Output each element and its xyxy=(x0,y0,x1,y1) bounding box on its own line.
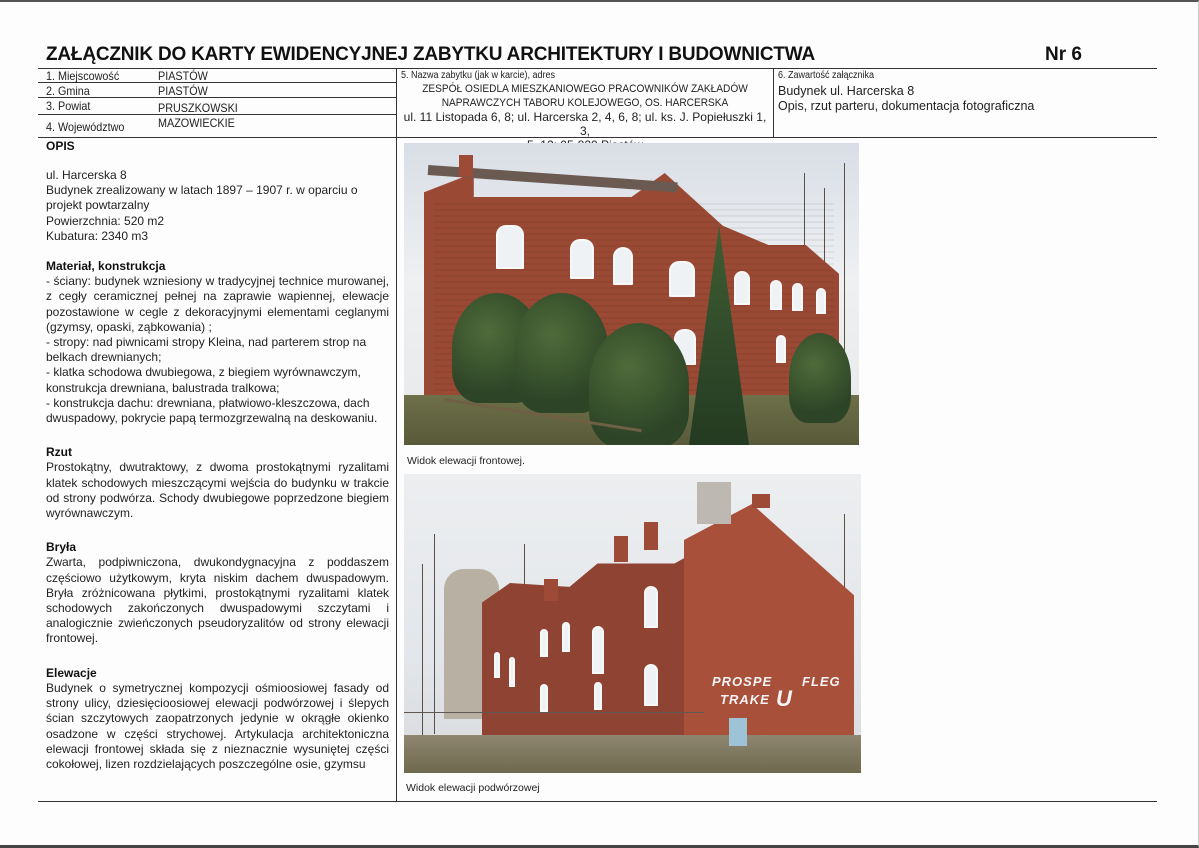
location-value-2: PIASTÓW xyxy=(158,84,208,98)
intro-area: Powierzchnia: 520 m2 xyxy=(46,213,165,228)
plan-text: Prostokątny, dwutraktowy, z dwoma prostokątnymi ryzalitami klatek schodowych mieszczącymi wejścia do budynku w trakcie od strony podwórza. Schody dwubiegowe poprzedzone biegiem wyrównawczym. xyxy=(46,460,389,521)
photo-caption-front: Widok elewacji frontowej. xyxy=(407,455,525,467)
row-rule-2 xyxy=(38,97,396,98)
monument-name-line-1: ZESPÓŁ OSIEDLA MIESZKANIOWEGO PRACOWNIKÓW ZAKŁADÓW xyxy=(422,83,748,95)
location-label-4: 4. Województwo xyxy=(46,120,125,134)
contents-label: 6. Zawartość załącznika xyxy=(778,70,875,81)
location-label-1: 1. Miejscowość xyxy=(46,69,120,83)
utility-box xyxy=(729,718,747,746)
col-divider-1 xyxy=(396,68,397,801)
section-title-elevations: Elewacje xyxy=(46,665,97,680)
monument-label: 5. Nazwa zabytku (jak w karcie), adres xyxy=(401,70,556,81)
section-title-plan: Rzut xyxy=(46,445,72,460)
material-ceilings: - stropy: nad piwnicami stropy Kleina, nad parterem strop na belkach drewnianych; xyxy=(46,335,367,365)
monument-address-line-1: ul. 11 Listopada 6, 8; ul. Harcerska 2, 4, 6, 8; ul. ks. J. Popiełuszki 1, 3, xyxy=(403,110,767,138)
graffiti: PROSPE xyxy=(712,674,773,689)
description-heading: OPIS xyxy=(46,139,75,153)
attachment-number: Nr 6 xyxy=(1045,44,1082,65)
contents-line-2: Opis, rzut parteru, dokumentacja fotograficzna xyxy=(778,99,1035,113)
photo-caption-courtyard: Widok elewacji podwórzowej xyxy=(406,782,540,794)
location-value-1: PIASTÓW xyxy=(158,69,208,83)
elevations-text: Budynek o symetrycznej kompozycji ośmioosiowej fasady od strony ulicy, dziesięcioosiowej elewacji podwórzowej i ślepych ścian szczytowych zaopatrzonych jedynie w okrągłe okienko osadzone w części strychowej. Artykulacja architektoniczna elewacji frontowej składa się z nieznacznie wysuniętej części cokołowej, lizen rozdzielających poszczególne osie, gzymsu xyxy=(46,680,389,771)
location-value-3: PRUSZKOWSKI xyxy=(158,101,238,115)
intro-built: Budynek zrealizowany w latach 1897 – 1907 r. w oparciu o projekt powtarzalny xyxy=(46,183,358,213)
contents-line-1: Budynek ul. Harcerska 8 xyxy=(778,84,915,98)
footer-rule xyxy=(38,801,1157,802)
material-roof: - konstrukcja dachu: drewniana, płatwiowo-kleszczowa, dach dwuspadowy, pokrycie papą termozgrzewalną na deskowaniu. xyxy=(46,395,378,426)
location-label-2: 2. Gmina xyxy=(46,84,90,98)
contents-block xyxy=(778,84,1034,114)
photo-courtyard-elevation: PROSPE TRAKE U FLEG xyxy=(404,474,861,773)
description-text xyxy=(46,168,389,772)
intro-volume: Kubatura: 2340 m3 xyxy=(46,228,149,243)
location-value-4: MAZOWIECKIE xyxy=(158,116,235,130)
document-title: ZAŁĄCZNIK DO KARTY EWIDENCYJNEJ ZABYTKU ARCHITEKTURY I BUDOWNICTWA xyxy=(46,44,815,65)
monument-name-line-2: NAPRAWCZYCH TABORU KOLEJOWEGO, OS. HARCERSKA xyxy=(441,97,729,109)
intro-address: ul. Harcerska 8 xyxy=(46,168,127,182)
monument-name-block xyxy=(400,82,770,152)
section-title-material: Materiał, konstrukcja xyxy=(46,259,166,274)
location-label-3: 3. Powiat xyxy=(46,99,91,113)
material-stairs: - klatka schodowa dwubiegowa, z biegiem wyrównawczym, konstrukcja drewniana, balustrada tralkowa; xyxy=(46,365,361,395)
section-title-massing: Bryła xyxy=(46,540,77,555)
massing-text: Zwarta, podpiwniczona, dwukondygnacyjna z poddaszem częściowo użytkowym, kryta niskim dachem dwuspadowym. Bryła zróżnicowana płytkimi, prostokątnymi ryzalitami klatek schodowych zakończonych dwuspadowymi szczytami i analogicznie zwieńczonych pseudoryzalitów od strony elewacji frontowej. xyxy=(46,555,389,646)
col-divider-2 xyxy=(773,68,774,138)
photo-front-elevation xyxy=(404,143,859,445)
material-walls: - ściany: budynek wzniesiony w tradycyjnej technice murowanej, z cegły ceramicznej pełnej na zaprawie wapiennej, elewacje pozostawione w cegle z dekoracyjnymi elementami ceglanymi (gzymsy, opaski, ząbkowania) ; xyxy=(46,274,389,334)
